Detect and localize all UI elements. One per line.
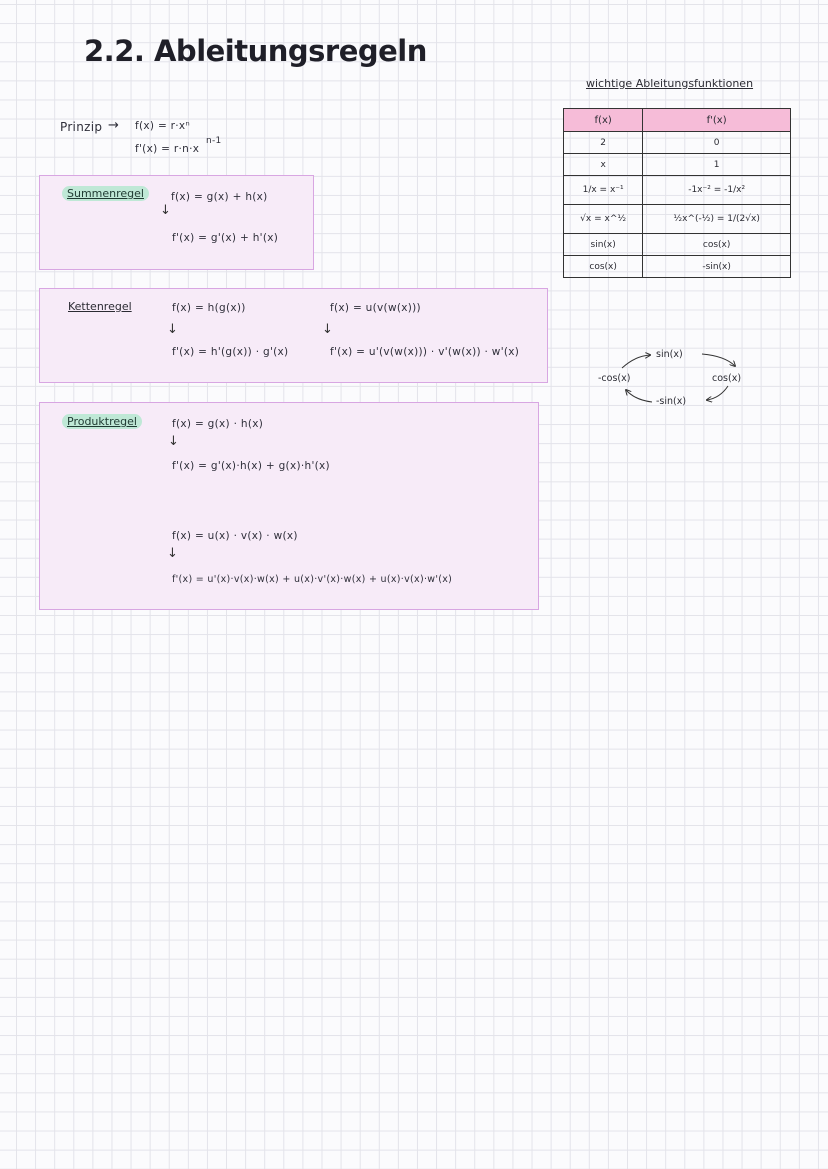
cycle-arrow-right-bottom <box>707 386 728 400</box>
table-cell: 0 <box>643 132 791 154</box>
table-header-row <box>564 109 791 132</box>
table-cell: 1 <box>643 154 791 176</box>
cycle-arrow-top-right <box>702 354 735 366</box>
produktregel-label: Produktregel <box>62 414 142 429</box>
table-cell: sin(x) <box>564 234 643 256</box>
principle-exponent: n-1 <box>206 136 222 146</box>
table-cell: √x = x^½ <box>564 205 643 234</box>
table-row <box>564 154 791 176</box>
table-row <box>564 256 791 278</box>
table-cell: 1/x = x⁻¹ <box>564 176 643 205</box>
kettenregel-function-1: f(x) = h(g(x)) <box>172 302 246 314</box>
kettenregel-arrow-2: ↓ <box>322 322 333 337</box>
cycle-right: cos(x) <box>712 373 742 384</box>
table-header-fprime: f'(x) <box>643 109 791 132</box>
table-cell: 2 <box>564 132 643 154</box>
table-cell: -1x⁻² = -1/x² <box>643 176 791 205</box>
produktregel-function-2: f(x) = u(x) · v(x) · w(x) <box>172 530 298 542</box>
table-row <box>564 176 791 205</box>
table-cell: cos(x) <box>564 256 643 278</box>
cycle-arrow-bottom-left <box>626 390 652 402</box>
page-title: 2.2. Ableitungsregeln <box>84 34 427 68</box>
produktregel-derivative-2: f'(x) = u'(x)·v(x)·w(x) + u(x)·v'(x)·w(x) + u(x)·v(x)·w'(x) <box>172 574 453 585</box>
table-cell: ½x^(-½) = 1/(2√x) <box>643 205 791 234</box>
produktregel-function-1: f(x) = g(x) · h(x) <box>172 418 264 430</box>
table-title: wichtige Ableitungsfunktionen <box>586 77 754 90</box>
produktregel-arrow-2: ↓ <box>167 546 178 561</box>
cycle-arrow-left-top <box>622 355 650 368</box>
table-row <box>564 132 791 154</box>
produktregel-arrow-1: ↓ <box>168 434 179 449</box>
kettenregel-arrow-1: ↓ <box>167 322 178 337</box>
produktregel-derivative-1: f'(x) = g'(x)·h(x) + g(x)·h'(x) <box>172 460 330 472</box>
kettenregel-label: Kettenregel <box>68 300 132 313</box>
table-header-f: f(x) <box>564 109 643 132</box>
principle-arrow: → <box>108 118 120 133</box>
principle-derivative: f'(x) = r·n·x <box>135 143 200 155</box>
cycle-bottom: -sin(x) <box>656 396 687 407</box>
principle-function: f(x) = r·xⁿ <box>135 120 190 132</box>
summenregel-arrow: ↓ <box>160 203 171 218</box>
table-cell: cos(x) <box>643 234 791 256</box>
table-row <box>564 205 791 234</box>
table-row <box>564 234 791 256</box>
derivative-table <box>563 108 791 278</box>
table-cell: -sin(x) <box>643 256 791 278</box>
cycle-left: -cos(x) <box>598 373 631 384</box>
summenregel-derivative: f'(x) = g'(x) + h'(x) <box>172 232 279 244</box>
principle-label: Prinzip <box>60 120 103 134</box>
summenregel-label: Summenregel <box>62 186 149 201</box>
kettenregel-derivative-1: f'(x) = h'(g(x)) · g'(x) <box>172 346 289 358</box>
kettenregel-derivative-2: f'(x) = u'(v(w(x))) · v'(w(x)) · w'(x) <box>330 346 520 358</box>
cycle-top: sin(x) <box>656 349 683 360</box>
table-cell: x <box>564 154 643 176</box>
summenregel-function: f(x) = g(x) + h(x) <box>171 191 268 203</box>
kettenregel-function-2: f(x) = u(v(w(x))) <box>330 302 421 314</box>
